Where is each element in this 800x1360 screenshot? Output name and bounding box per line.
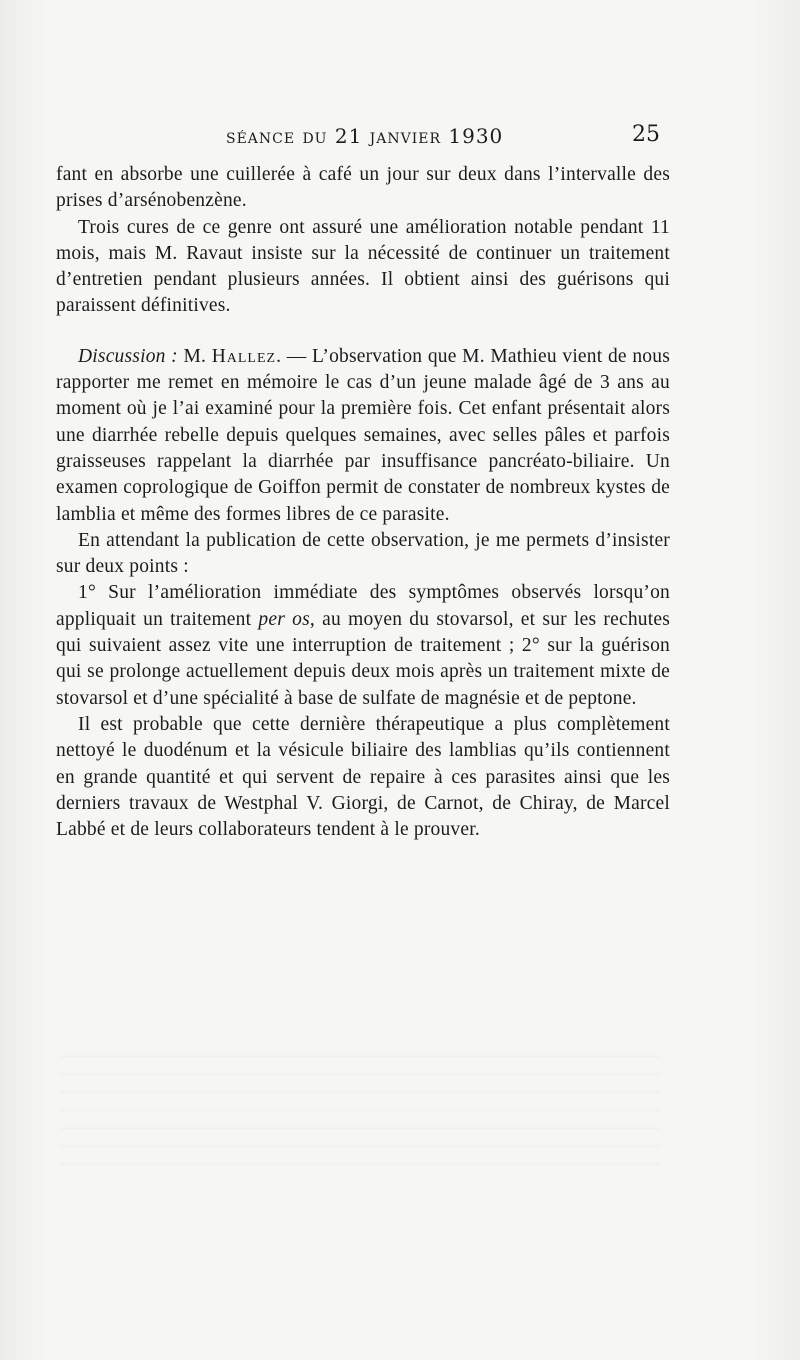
paragraph-discussion xyxy=(56,344,670,528)
points-text-end: , au moyen du stovarsol, et sur les rechutes qui suivaient assez vite une interruption de traitement ; 2° sur la guérison qui se prolonge actuellement depuis deux mois après un traitement mixte de stovarsol et d’une spécialité à base de sulfate de magnésie et de peptone. xyxy=(56,608,670,709)
running-header xyxy=(0,124,800,156)
speaker-prefix: M. xyxy=(183,345,207,367)
discussion-label: Discussion : xyxy=(78,345,178,367)
speaker-name: Hallez xyxy=(211,345,277,367)
per-os-italic: per os xyxy=(258,608,310,630)
points-text-start: 1° Sur l’amélioration immédiate des symptômes observés lorsqu’on appliquait un traitement xyxy=(56,582,670,630)
paragraph-continuation: fant en absorbe une cuillerée à café un jour sur deux dans l’intervalle des prises d’arsénobenzène. xyxy=(56,164,670,212)
show-through-texture xyxy=(60,1040,660,1180)
running-title: séance du 21 janvier 1930 xyxy=(226,124,504,148)
discussion-text: . — L’observation que M. Mathieu vient de nous rapporter me remet en mémoire le cas d’un jeune malade âgé de 3 ans au moment où je l’ai examiné pour la première fois. Cet enfant présentait alors une diarrhée rebelle depuis quelques semaines, avec selles pâles et parfois graisseuses rappelant la diarrhée par insuffisance pancréato-biliaire. Un examen coprologique de Goiffon permit de constater de nombreux kystes de lamblia et même des formes libres de ce parasite. xyxy=(56,345,670,525)
paragraph-two-points: En attendant la publication de cette observation, je me permets d’insister sur deux points : xyxy=(56,529,670,578)
paragraph-points xyxy=(56,580,670,711)
paragraph-conclusion: Il est probable que cette dernière thérapeutique a plus complètement nettoyé le duodénum et la vésicule biliaire des lamblias qu’ils contiennent en grande quantité et qui servent de repaire à ces parasites ainsi que les derniers travaux de Westphal V. Giorgi, de Carnot, de Chiray, de Marcel Labbé et de leurs collaborateurs tendent à le prouver. xyxy=(56,713,670,841)
page-number: 25 xyxy=(632,122,660,147)
paragraph-ravaut: Trois cures de ce genre ont assuré une amélioration notable pendant 11 mois, mais M. Ravaut insiste sur la nécessité de continuer un traitement d’entretien pendant plusieurs années. Il obtient ainsi des guérisons qui paraissent définitives. xyxy=(56,216,670,317)
body-text xyxy=(56,162,670,843)
